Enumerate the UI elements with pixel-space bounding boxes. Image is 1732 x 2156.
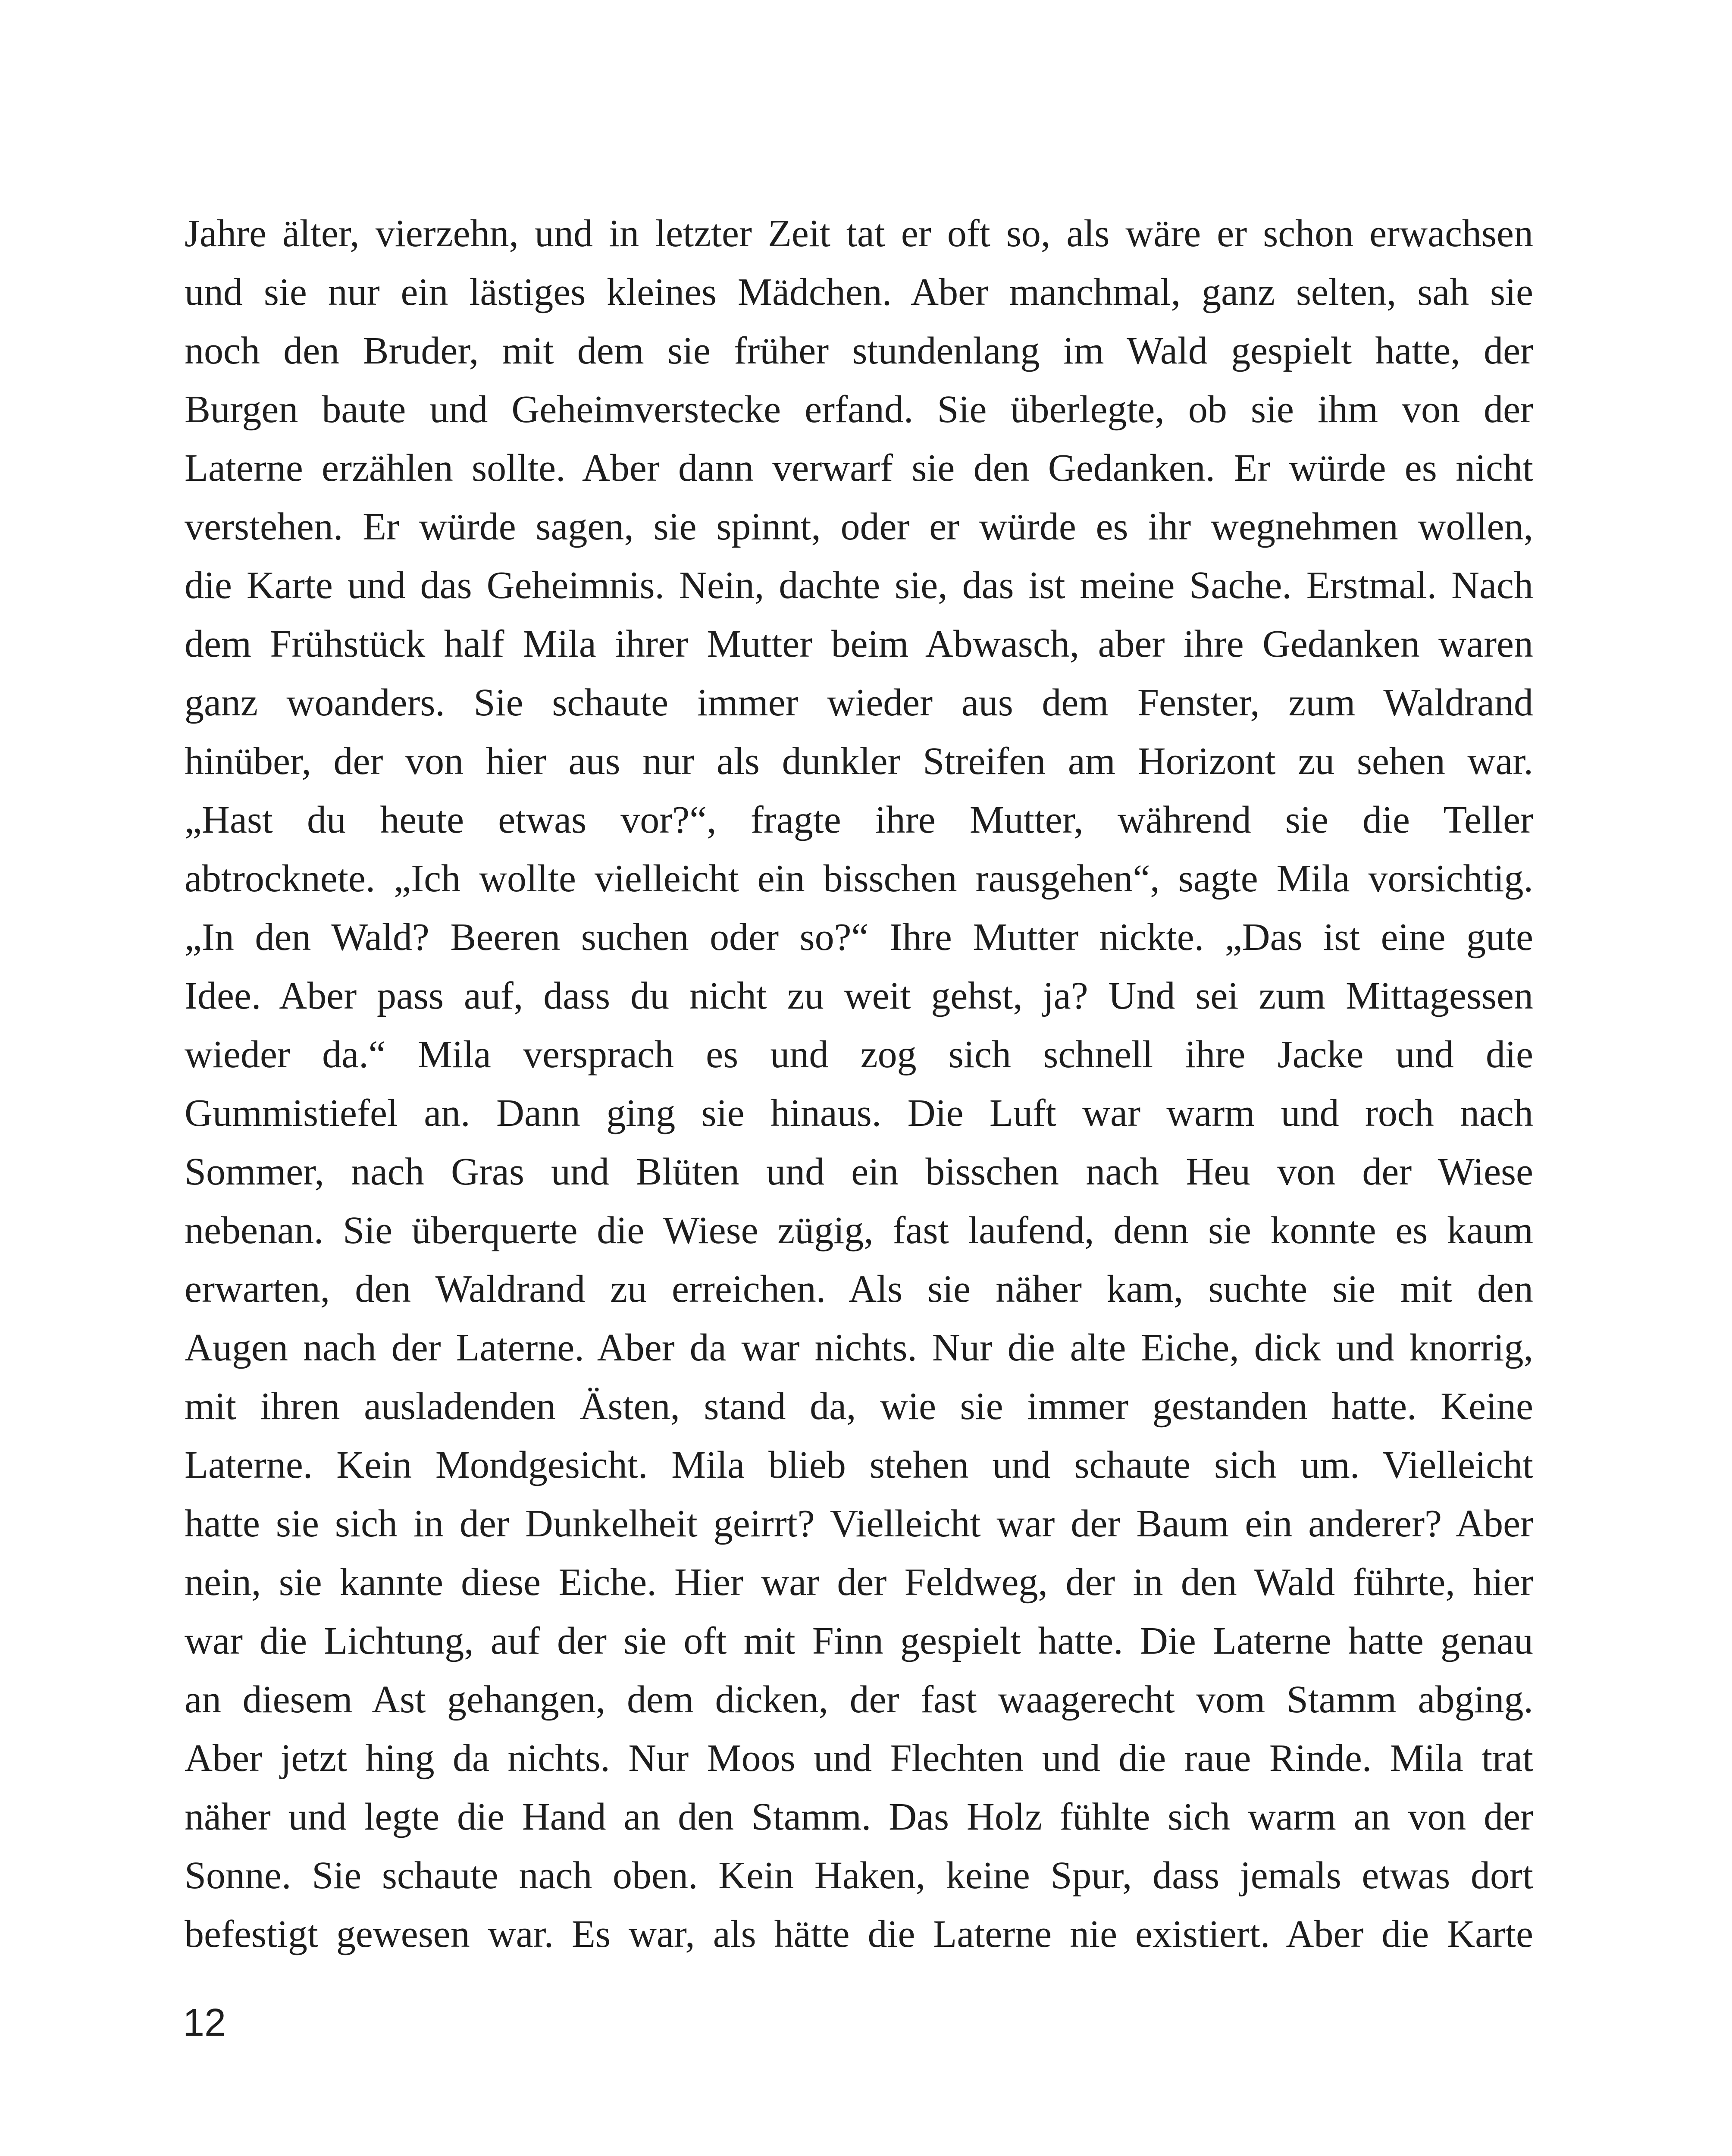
text-line: nein, sie kannte diese Eiche. Hier war der Feldweg, der in den Wald führte, hier [185,1561,1533,1604]
text-line: Gummistiefel an. Dann ging sie hinaus. Die Luft war warm und roch nach [185,1092,1533,1134]
text-line: Sommer, nach Gras und Blüten und ein bisschen nach Heu von der Wiese [185,1150,1533,1193]
text-line: befestigt gewesen war. Es war, als hätte die Laterne nie existiert. Aber die Karte [185,1913,1533,1955]
text-line: an diesem Ast gehangen, dem dicken, der fast waagerecht vom Stamm abging. [185,1678,1533,1721]
body-text [185,204,1533,1964]
text-line: Idee. Aber pass auf, dass du nicht zu weit gehst, ja? Und sei zum Mittagessen [185,975,1533,1017]
text-line: hatte sie sich in der Dunkelheit geirrt? Vielleicht war der Baum ein anderer? Aber [185,1502,1533,1545]
text-line: erwarten, den Waldrand zu erreichen. Als sie näher kam, suchte sie mit den [185,1268,1533,1310]
text-line: ganz woanders. Sie schaute immer wieder aus dem Fenster, zum Waldrand [185,681,1533,724]
text-line: Sonne. Sie schaute nach oben. Kein Haken, keine Spur, dass jemals etwas dort [185,1854,1533,1897]
text-line: noch den Bruder, mit dem sie früher stundenlang im Wald gespielt hatte, der [185,329,1533,372]
text-line: näher und legte die Hand an den Stamm. Das Holz fühlte sich warm an von der [185,1796,1533,1838]
page-number: 12 [183,2001,226,2044]
text-line: Laterne erzählen sollte. Aber dann verwarf sie den Gedanken. Er würde es nicht [185,447,1533,489]
text-line: mit ihren ausladenden Ästen, stand da, wie sie immer gestanden hatte. Keine [185,1385,1533,1428]
text-line: abtrocknete. „Ich wollte vielleicht ein bisschen rausgehen“, sagte Mila vorsichtig. [185,857,1533,900]
text-line: Burgen baute und Geheimverstecke erfand. Sie überlegte, ob sie ihm von der [185,388,1533,431]
text-line: war die Lichtung, auf der sie oft mit Finn gespielt hatte. Die Laterne hatte genau [185,1620,1533,1662]
text-line: Laterne. Kein Mondgesicht. Mila blieb stehen und schaute sich um. Vielleicht [185,1444,1533,1486]
text-line: „In den Wald? Beeren suchen oder so?“ Ihre Mutter nickte. „Das ist eine gute [185,916,1533,959]
text-line: „Hast du heute etwas vor?“, fragte ihre Mutter, während sie die Teller [185,799,1533,841]
text-line: verstehen. Er würde sagen, sie spinnt, oder er würde es ihr wegnehmen wollen, [185,505,1533,548]
text-line: Augen nach der Laterne. Aber da war nichts. Nur die alte Eiche, dick und knorrig, [185,1326,1533,1369]
text-line: nebenan. Sie überquerte die Wiese zügig, fast laufend, denn sie konnte es kaum [185,1209,1533,1252]
text-line: wieder da.“ Mila versprach es und zog sich schnell ihre Jacke und die [185,1033,1533,1076]
text-line: und sie nur ein lästiges kleines Mädchen. Aber manchmal, ganz selten, sah sie [185,271,1533,313]
text-line: die Karte und das Geheimnis. Nein, dachte sie, das ist meine Sache. Erstmal. Nach [185,564,1533,607]
text-line: dem Frühstück half Mila ihrer Mutter beim Abwasch, aber ihre Gedanken waren [185,623,1533,665]
text-line: hinüber, der von hier aus nur als dunkler Streifen am Horizont zu sehen war. [185,740,1533,783]
text-line: Jahre älter, vierzehn, und in letzter Zeit tat er oft so, als wäre er schon erwachsen [185,212,1533,255]
text-line: Aber jetzt hing da nichts. Nur Moos und Flechten und die raue Rinde. Mila trat [185,1737,1533,1780]
